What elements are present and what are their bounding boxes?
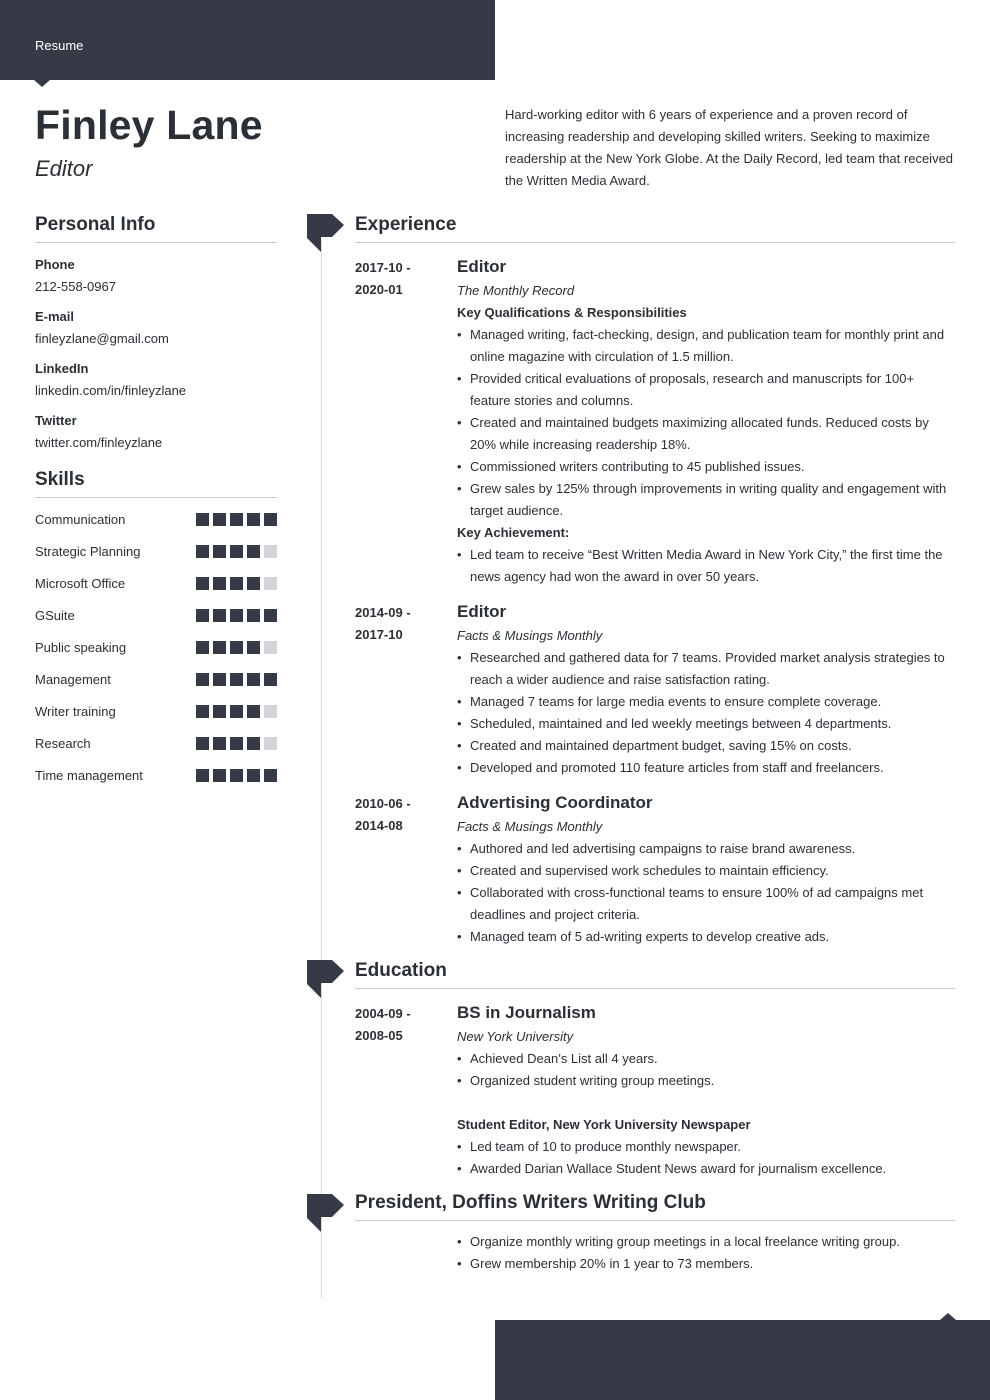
skill-dot-filled <box>230 609 243 622</box>
bullet-list <box>457 647 955 779</box>
bullet-item: • Grew membership 20% in 1 year to 73 members. <box>457 1253 955 1275</box>
skill-level-meter <box>196 545 277 558</box>
skill-dot-filled <box>213 737 226 750</box>
club-heading: President, Doffins Writers Writing Club <box>355 1192 955 1221</box>
bullet-item: • Scheduled, maintained and led weekly meetings between 4 departments. <box>457 713 955 735</box>
skill-dot-filled <box>230 769 243 782</box>
skill-row <box>35 535 277 567</box>
twitter-value: twitter.com/finleyzlane <box>35 435 163 450</box>
entry-dates <box>355 1001 457 1180</box>
skill-dot-filled <box>247 673 260 686</box>
skill-level-meter <box>196 513 277 526</box>
skill-dot-filled <box>196 705 209 718</box>
skill-row <box>35 759 277 791</box>
bullet-item: • Researched and gathered data for 7 teams. Provided market analysis strategies to reach a wider audience and raise satisfaction rating. <box>457 647 955 691</box>
entry-body <box>457 791 955 948</box>
skill-dot-filled <box>264 513 277 526</box>
skill-dot-empty <box>264 705 277 718</box>
degree-title: BS in Journalism <box>457 1003 596 1022</box>
skill-dot-filled <box>230 545 243 558</box>
entry-body <box>457 255 955 588</box>
experience-heading: Experience <box>355 214 955 243</box>
skill-dot-filled <box>213 769 226 782</box>
twitter-item <box>35 412 277 451</box>
bullet-item: • Managed team of 5 ad-writing experts to develop creative ads. <box>457 926 955 948</box>
entry-dates <box>355 600 457 779</box>
skill-dot-filled <box>196 737 209 750</box>
skill-name: Management <box>35 671 111 687</box>
skill-dot-filled <box>230 673 243 686</box>
job-title: Editor <box>457 602 507 621</box>
date-start: 2014-09 - <box>355 605 411 620</box>
skill-level-meter <box>196 737 277 750</box>
subheading: Student Editor, New York University Newspaper <box>457 1117 751 1132</box>
skill-dot-filled <box>230 705 243 718</box>
bullet-item: • Led team to receive “Best Written Media Award in New York City,” the first time the news agency had won the award in over 50 years. <box>457 544 955 588</box>
skill-row <box>35 695 277 727</box>
skill-row <box>35 503 277 535</box>
email-label: E-mail <box>35 309 75 324</box>
skill-row <box>35 631 277 663</box>
linkedin-value: linkedin.com/in/finleyzlane <box>35 383 187 398</box>
skill-dot-filled <box>247 513 260 526</box>
club-flag-icon <box>307 1194 344 1232</box>
entry-dates <box>355 1231 457 1275</box>
bullet-item: • Authored and led advertising campaigns to raise brand awareness. <box>457 838 955 860</box>
skill-dot-filled <box>230 577 243 590</box>
school-name: New York University <box>457 1029 574 1044</box>
timeline-line <box>321 240 322 1298</box>
company-name: The Monthly Record <box>457 283 575 298</box>
date-start: 2017-10 - <box>355 260 411 275</box>
date-start: 2010-06 - <box>355 796 411 811</box>
skill-dot-filled <box>196 673 209 686</box>
skill-dot-filled <box>264 609 277 622</box>
education-entry <box>355 1001 955 1180</box>
skill-dot-filled <box>247 545 260 558</box>
bullet-list <box>457 324 955 522</box>
entry-body <box>457 1231 955 1275</box>
bullet-list <box>457 1048 955 1092</box>
skill-dot-filled <box>196 513 209 526</box>
skill-level-meter <box>196 577 277 590</box>
skill-dot-filled <box>247 609 260 622</box>
skill-level-meter <box>196 673 277 686</box>
skill-name: Strategic Planning <box>35 543 141 559</box>
bullet-item: • Organize monthly writing group meetings in a local freelance writing group. <box>457 1231 955 1253</box>
bullet-item: • Created and maintained department budget, saving 15% on costs. <box>457 735 955 757</box>
bullet-item: • Commissioned writers contributing to 45 published issues. <box>457 456 955 478</box>
experience-entry <box>355 600 955 779</box>
bullet-item: • Awarded Darian Wallace Student News award for journalism excellence. <box>457 1158 955 1180</box>
skill-dot-empty <box>264 737 277 750</box>
skill-dot-filled <box>213 513 226 526</box>
twitter-label: Twitter <box>35 413 77 428</box>
club-entry <box>355 1231 955 1275</box>
date-end: 2014-08 <box>355 818 403 833</box>
skill-dot-filled <box>264 769 277 782</box>
document-label: Resume <box>35 38 84 53</box>
skill-dot-filled <box>196 577 209 590</box>
subheading: Key Qualifications & Responsibilities <box>457 305 687 320</box>
skills-heading: Skills <box>35 469 277 498</box>
skill-dot-empty <box>264 577 277 590</box>
spacer <box>457 1092 955 1114</box>
date-end: 2008-05 <box>355 1028 403 1043</box>
left-column <box>35 214 277 791</box>
phone-value: 212-558-0967 <box>35 279 116 294</box>
company-name: Facts & Musings Monthly <box>457 819 603 834</box>
skill-dot-filled <box>213 705 226 718</box>
skill-dot-filled <box>213 609 226 622</box>
linkedin-item <box>35 360 277 399</box>
phone-label: Phone <box>35 257 75 272</box>
skill-dot-empty <box>264 545 277 558</box>
entry-dates <box>355 791 457 948</box>
skill-row <box>35 567 277 599</box>
skill-name: Research <box>35 735 91 751</box>
date-start: 2004-09 - <box>355 1006 411 1021</box>
company-name: Facts & Musings Monthly <box>457 628 603 643</box>
entry-body <box>457 1001 955 1180</box>
bullet-list <box>457 1136 955 1180</box>
club-section <box>355 1192 955 1275</box>
skill-dot-filled <box>247 705 260 718</box>
skill-dot-filled <box>247 737 260 750</box>
header-notch <box>34 80 50 87</box>
bullet-item: • Provided critical evaluations of proposals, research and manuscripts for 100+ feature stories and columns. <box>457 368 955 412</box>
skill-level-meter <box>196 609 277 622</box>
skill-dot-filled <box>213 673 226 686</box>
skill-row <box>35 599 277 631</box>
skill-dot-filled <box>196 641 209 654</box>
education-section <box>355 960 955 1180</box>
person-name: Finley Lane <box>35 102 263 148</box>
bullet-item: • Created and supervised work schedules to maintain efficiency. <box>457 860 955 882</box>
bullet-list <box>457 544 955 588</box>
skill-row <box>35 663 277 695</box>
bullet-item: • Achieved Dean’s List all 4 years. <box>457 1048 955 1070</box>
skill-dot-filled <box>213 641 226 654</box>
right-column <box>355 214 955 1275</box>
bullet-item: • Created and maintained budgets maximizing allocated funds. Reduced costs by 20% while increasing readership 18%. <box>457 412 955 456</box>
skill-dot-filled <box>213 577 226 590</box>
experience-flag-icon <box>307 214 344 252</box>
skills-list <box>35 503 277 791</box>
email-item <box>35 308 277 347</box>
phone-item <box>35 256 277 295</box>
experience-section <box>355 214 955 948</box>
footer-band <box>495 1320 990 1400</box>
skill-dot-filled <box>213 545 226 558</box>
entry-body <box>457 600 955 779</box>
bullet-item: • Grew sales by 125% through improvements in writing quality and engagement with target audience. <box>457 478 955 522</box>
footer-notch <box>940 1313 956 1320</box>
skill-name: Microsoft Office <box>35 575 126 591</box>
email-value: finleyzlane@gmail.com <box>35 331 169 346</box>
skill-dot-filled <box>247 577 260 590</box>
skill-dot-filled <box>196 545 209 558</box>
bullet-item: • Led team of 10 to produce monthly newspaper. <box>457 1136 955 1158</box>
skill-name: Time management <box>35 767 143 783</box>
skill-name: Public speaking <box>35 639 127 655</box>
header-band <box>0 0 495 80</box>
summary-text: Hard-working editor with 6 years of experience and a proven record of increasing readership and developing skilled writers. Seeking to maximize readership at the New York Globe. At the Daily Record, led team that received the Written Media Award. <box>505 107 954 188</box>
skill-dot-filled <box>247 769 260 782</box>
skill-name: Communication <box>35 511 126 527</box>
education-heading: Education <box>355 960 955 989</box>
job-title: Advertising Coordinator <box>457 793 653 812</box>
personal-info-heading: Personal Info <box>35 214 277 243</box>
skill-dot-filled <box>230 737 243 750</box>
bullet-item: • Managed 7 teams for large media events to ensure complete coverage. <box>457 691 955 713</box>
skill-dot-filled <box>196 769 209 782</box>
bullet-list <box>457 1231 955 1275</box>
skill-dot-filled <box>230 641 243 654</box>
skill-dot-empty <box>264 641 277 654</box>
skill-dot-filled <box>264 673 277 686</box>
bullet-item: • Managed writing, fact-checking, design, and publication team for monthly print and online magazine with circulation of 1.5 million. <box>457 324 955 368</box>
bullet-item: • Organized student writing group meetings. <box>457 1070 955 1092</box>
experience-entry <box>355 791 955 948</box>
skill-level-meter <box>196 705 277 718</box>
skills-section <box>35 469 277 791</box>
job-title: Editor <box>457 257 507 276</box>
experience-entry <box>355 255 955 588</box>
education-flag-icon <box>307 960 344 998</box>
skill-dot-filled <box>230 513 243 526</box>
skill-name: Writer training <box>35 703 116 719</box>
date-end: 2020-01 <box>355 282 403 297</box>
subheading: Key Achievement: <box>457 525 570 540</box>
bullet-item: • Collaborated with cross-functional teams to ensure 100% of ad campaigns met deadlines and project criteria. <box>457 882 955 926</box>
entry-dates <box>355 255 457 588</box>
person-title: Editor <box>35 156 93 181</box>
skill-dot-filled <box>247 641 260 654</box>
skill-level-meter <box>196 641 277 654</box>
date-end: 2017-10 <box>355 627 403 642</box>
linkedin-label: LinkedIn <box>35 361 89 376</box>
bullet-list <box>457 838 955 948</box>
skill-row <box>35 727 277 759</box>
bullet-item: • Developed and promoted 110 feature articles from staff and freelancers. <box>457 757 955 779</box>
skill-dot-filled <box>196 609 209 622</box>
skill-name: GSuite <box>35 607 75 623</box>
skill-level-meter <box>196 769 277 782</box>
